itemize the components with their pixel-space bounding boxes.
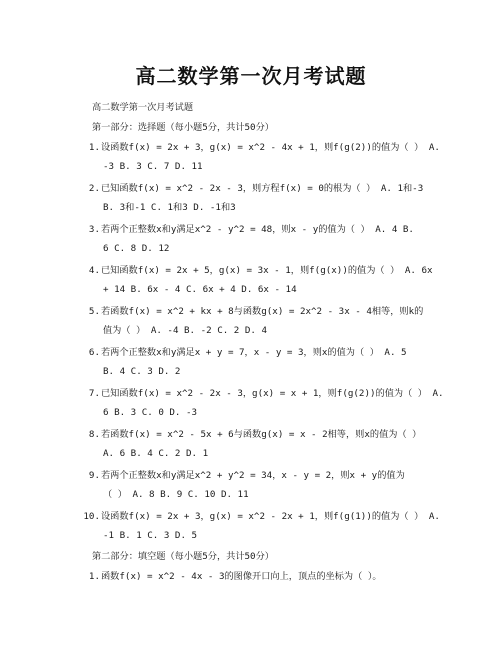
question-5-line-2: 值为（ ） A. -4 B. -2 C. 2 D. 4	[103, 325, 267, 336]
fill-question-1	[80, 571, 382, 583]
question-number: 1.	[88, 571, 100, 582]
section-1-header: 第一部分：选择题（每小题5分，共计50分）	[92, 122, 274, 133]
question-5-line-1	[80, 306, 423, 318]
question-6-line-1	[80, 347, 407, 359]
question-3-line-2: 6 C. 8 D. 12	[103, 243, 170, 254]
question-text: 设函数f(x) = 2x + 3，g(x) = x^2 - 4x + 1，则f(g(2))的值为（ ） A.	[101, 142, 440, 153]
question-9-line-1	[80, 470, 405, 482]
question-6-line-2: B. 4 C. 3 D. 2	[103, 366, 181, 377]
question-text: 已知函数f(x) = x^2 - 2x - 3，则方程f(x) = 0的根为（ ） A. 1和-3	[101, 183, 424, 194]
question-4-line-1	[80, 265, 433, 277]
question-number: 4.	[88, 265, 100, 276]
question-text: 若函数f(x) = x^2 + kx + 8与函数g(x) = 2x^2 - 3x - 4相等，则k的	[101, 306, 424, 317]
question-number: 8.	[88, 429, 100, 440]
section-2-header: 第二部分：填空题（每小题5分，共计50分）	[92, 551, 274, 562]
question-text: 已知函数f(x) = 2x + 5，g(x) = 3x - 1，则f(g(x))的值为（ ） A. 6x	[101, 265, 433, 276]
question-number: 10.	[83, 511, 100, 522]
question-2-line-2: B. 3和-1 C. 1和3 D. -1和3	[103, 202, 236, 213]
document-title: 高二数学第一次月考试题	[135, 64, 367, 88]
question-4-line-2: + 14 B. 6x - 4 C. 6x + 4 D. 6x - 14	[103, 284, 297, 295]
question-2-line-1	[80, 183, 423, 195]
question-number: 2.	[88, 183, 100, 194]
question-text: 若两个正整数x和y满足x^2 + y^2 = 34，x - y = 2，则x + y的值为	[101, 470, 405, 481]
question-1-line-2: -3 B. 3 C. 7 D. 11	[103, 161, 203, 172]
question-text: 已知函数f(x) = x^2 - 2x - 3，g(x) = x + 1，则f(g(2))的值为（ ） A.	[101, 388, 444, 399]
question-number: 1.	[88, 142, 100, 153]
question-number: 6.	[88, 347, 100, 358]
question-text: 若函数f(x) = x^2 - 5x + 6与函数g(x) = x - 2相等，则x的值为（ ）	[101, 429, 422, 440]
question-7-line-2: 6 B. 3 C. 0 D. -3	[103, 407, 198, 418]
question-1-line-1	[80, 142, 440, 154]
question-number: 5.	[88, 306, 100, 317]
question-3-line-1	[80, 224, 414, 236]
question-7-line-1	[80, 388, 444, 400]
question-number: 3.	[88, 224, 100, 235]
question-text: 若两个正整数x和y满足x + y = 7，x - y = 3，则x的值为（ ） A. 5	[101, 347, 407, 358]
question-10-line-2: -1 B. 1 C. 3 D. 5	[103, 530, 198, 541]
question-text: 函数f(x) = x^2 - 4x - 3的图像开口向上，顶点的坐标为（ ）。	[101, 571, 382, 582]
question-text: 若两个正整数x和y满足x^2 - y^2 = 48，则x - y的值为（ ） A. 4 B.	[101, 224, 414, 235]
question-number: 9.	[88, 470, 100, 481]
question-number: 7.	[88, 388, 100, 399]
question-10-line-1	[80, 511, 440, 523]
question-9-line-2: （ ） A. 8 B. 9 C. 10 D. 11	[103, 489, 249, 500]
question-8-line-2: A. 6 B. 4 C. 2 D. 1	[103, 448, 209, 459]
document-subtitle: 高二数学第一次月考试题	[92, 102, 194, 113]
question-text: 设函数f(x) = 2x + 3，g(x) = x^2 - 2x + 1，则f(g(1))的值为（ ） A.	[101, 511, 440, 522]
question-8-line-1	[80, 429, 421, 441]
